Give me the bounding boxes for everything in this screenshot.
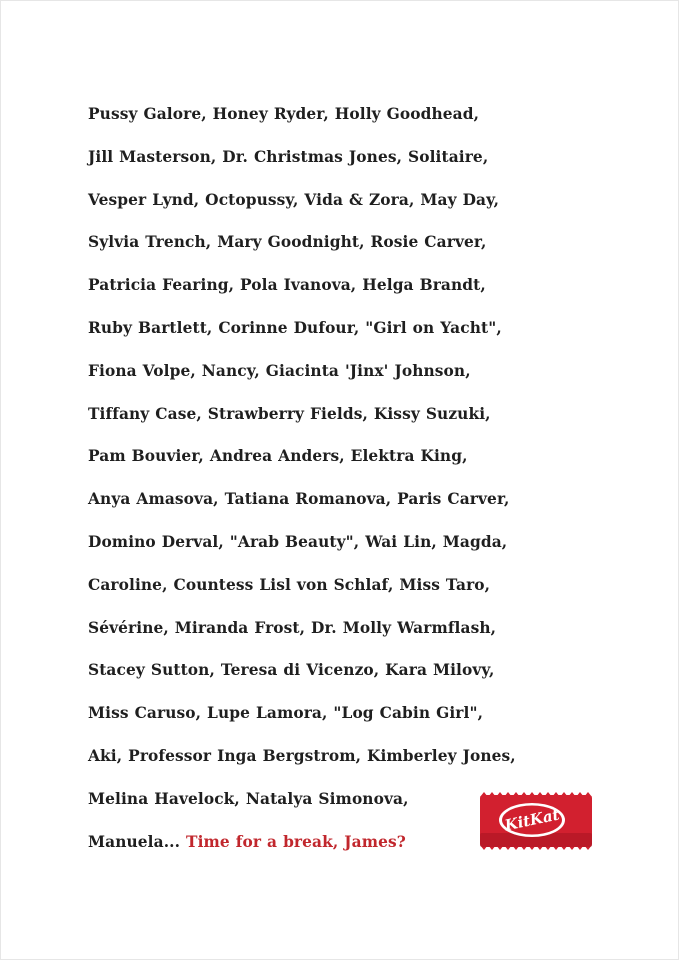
- last-line-lead: Manuela...: [88, 832, 187, 851]
- kitkat-logo: [478, 789, 594, 851]
- name-line-1: Pussy Galore, Honey Ryder, Holly Goodhead,: [88, 105, 480, 123]
- tagline: Time for a break, James?: [186, 832, 406, 851]
- name-line-9: Pam Bouvier, Andrea Anders, Elektra King,: [88, 447, 468, 466]
- name-line-7: Fiona Volpe, Nancy, Giacinta 'Jinx' Johnson,: [88, 361, 471, 380]
- name-line-6: Ruby Bartlett, Corinne Dufour, "Girl on Yacht",: [88, 318, 502, 337]
- name-line-5: Patricia Fearing, Pola Ivanova, Helga Brandt,: [88, 276, 486, 295]
- name-line-15: Miss Caruso, Lupe Lamora, "Log Cabin Girl",: [88, 704, 484, 723]
- name-line-10: Anya Amasova, Tatiana Romanova, Paris Carver,: [88, 490, 510, 509]
- name-line-11: Domino Derval, "Arab Beauty", Wai Lin, Magda,: [88, 532, 508, 551]
- name-line-16: Aki, Professor Inga Bergstrom, Kimberley Jones,: [88, 746, 516, 765]
- name-line-13: Sévérine, Miranda Frost, Dr. Molly Warmflash,: [88, 618, 497, 637]
- bond-girls-list: [88, 100, 608, 870]
- name-line-12: Caroline, Countess Lisl von Schlaf, Miss Taro,: [88, 575, 491, 594]
- name-line-2: Jill Masterson, Dr. Christmas Jones, Solitaire,: [88, 147, 489, 166]
- name-line-14: Stacey Sutton, Teresa di Vicenzo, Kara Milovy,: [88, 661, 495, 680]
- name-line-3: Vesper Lynd, Octopussy, Vida & Zora, May Day,: [88, 190, 500, 209]
- kitkat-logo-text: KitKat: [503, 805, 561, 835]
- name-line-17: Melina Havelock, Natalya Simonova,: [88, 789, 409, 808]
- name-line-4: Sylvia Trench, Mary Goodnight, Rosie Carver,: [88, 233, 487, 252]
- name-line-8: Tiffany Case, Strawberry Fields, Kissy Suzuki,: [88, 404, 491, 423]
